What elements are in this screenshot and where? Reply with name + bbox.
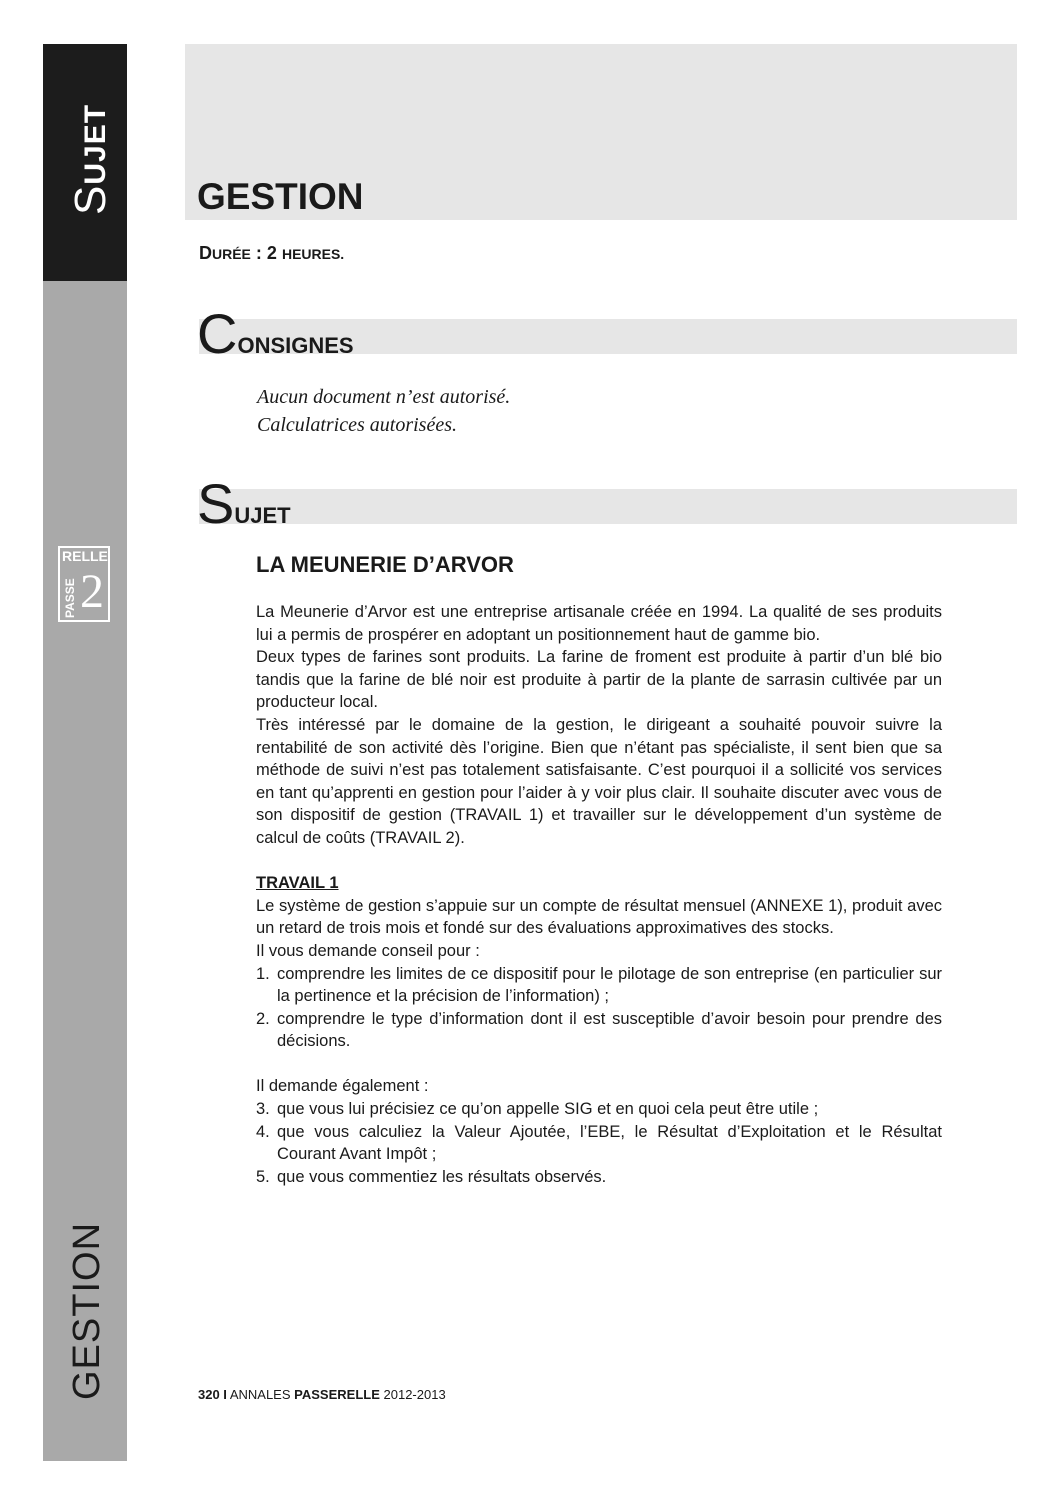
demande-2: Il demande également : — [256, 1077, 429, 1096]
intro-paragraph: Deux types de farines sont produits. La farine de froment est produite à partir d’un blé bio tandis que la farine de blé noir est produite à partir de la plante de sarrasin cultivée par un producteur local. — [256, 648, 942, 712]
logo-number: 2 — [80, 565, 104, 618]
case-body — [256, 601, 942, 1188]
list-item: 1. comprendre les limites de ce dispositif pour le pilotage de son entreprise (en particulier sur la pertinence et la précision de l’information) ; — [256, 964, 942, 1006]
duration: DURÉE : 2 HEURES. — [199, 243, 345, 263]
question-list-1 — [256, 963, 942, 1053]
passerelle-logo — [58, 546, 110, 622]
travail-title: TRAVAIL 1 — [256, 874, 339, 893]
consignes-heading: CONSIGNES — [197, 302, 354, 365]
page-title: GESTION — [197, 176, 364, 217]
question-list-2 — [256, 1098, 942, 1188]
consigne-line: Calculatrices autorisées. — [257, 414, 457, 436]
case-title: LA MEUNERIE D’ARVOR — [256, 552, 514, 577]
list-item: 2. comprendre le type d’information dont il est susceptible d’avoir besoin pour prendre des décisions. — [256, 1009, 942, 1051]
demande-1: Il vous demande conseil pour : — [256, 941, 480, 960]
logo-top-text: RELLE — [62, 548, 108, 564]
list-item: 4. que vous calculiez la Valeur Ajoutée, l’EBE, le Résultat d’Exploitation et le Résultat Courant Avant Impôt ; — [256, 1122, 942, 1164]
consignes-text — [257, 383, 510, 439]
side-label-gestion: GESTION — [66, 1221, 108, 1400]
logo-side-text: PASSE — [63, 578, 77, 618]
side-label-sujet: SUJET — [66, 103, 115, 215]
intro-paragraph: La Meunerie d’Arvor est une entreprise artisanale créée en 1994. La qualité de ses produits lui a permis de prospérer en adoptant un positionnement haut de gamme bio. — [256, 603, 942, 644]
sujet-heading: SUJET — [197, 472, 291, 535]
page-footer: 320 I ANNALES PASSERELLE 2012-2013 — [198, 1387, 446, 1402]
travail-intro: Le système de gestion s’appuie sur un compte de résultat mensuel (ANNEXE 1), produit avec un retard de trois mois et fondé sur des évaluations approximatives des stocks. — [256, 896, 942, 938]
intro-paragraph: Très intéressé par le domaine de la gestion, le dirigeant a souhaité pouvoir suivre la rentabilité de son activité dès l’origine. Bien que n’étant pas spécialiste, il sent bien que sa méthode de suivi n’est pas totalement satisfaisante. C’est pourquoi il a sollicité vos services en tant qu’apprenti en gestion pour l’aider à y voir plus clair. Il souhaite discuter avec vous de son dispositif de gestion (TRAVAIL 1) et travailler sur le développement d’un système de calcul de coûts (TRAVAIL 2). — [256, 715, 942, 847]
sujet-bar — [199, 489, 1017, 524]
list-item: 5. que vous commentiez les résultats observés. — [256, 1167, 607, 1186]
consigne-line: Aucun document n’est autorisé. — [257, 386, 511, 408]
list-item: 3. que vous lui précisiez ce qu’on appelle SIG et en quoi cela peut être utile ; — [256, 1100, 819, 1119]
